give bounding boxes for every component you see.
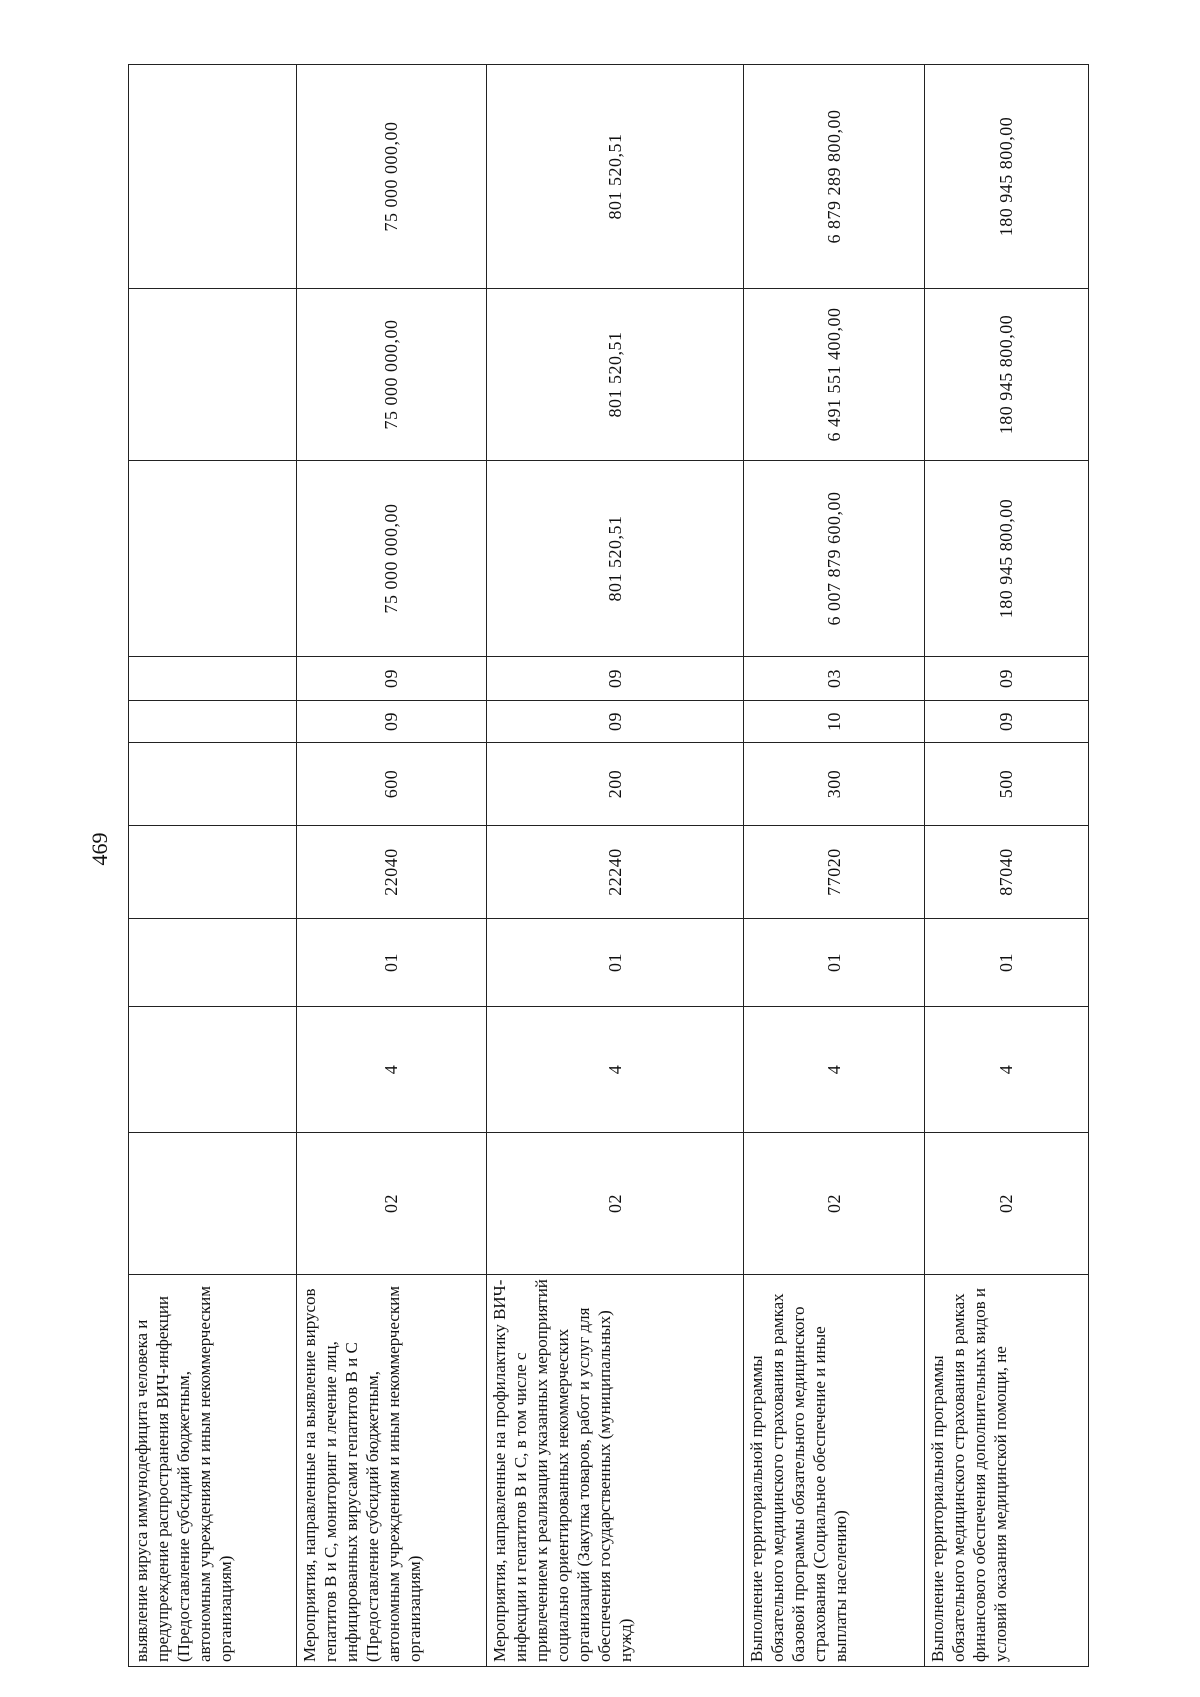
program-code: 02 xyxy=(925,1133,1089,1275)
row-description: Мероприятия, направленные на выявление вирусов гепатитов В и С, мониторинг и лечение лиц, инфицированных вирусами гепатитов В и С (Предоставление субсидий бюджетным, автономным учреждениям и иным некоммерческим организациям) xyxy=(297,1275,487,1667)
expense-type-code: 600 xyxy=(297,743,487,826)
amount-year-2 xyxy=(129,289,297,461)
subsection-code: 09 xyxy=(487,657,744,701)
subprogram-code: 4 xyxy=(487,1007,744,1133)
amount-year-3: 75 000 000,00 xyxy=(297,65,487,289)
expense-type-code: 300 xyxy=(744,743,925,826)
table-row xyxy=(487,65,744,1667)
expense-type-code: 500 xyxy=(925,743,1089,826)
amount-year-3 xyxy=(129,65,297,289)
program-code: 02 xyxy=(297,1133,487,1275)
section-code xyxy=(129,701,297,743)
budget-table xyxy=(128,64,1089,1667)
program-code xyxy=(129,1133,297,1275)
main-event-code: 01 xyxy=(744,919,925,1007)
main-event-code: 01 xyxy=(925,919,1089,1007)
row-description: Выполнение территориальной программы обязательного медицинского страхования в рамках финансового обеспечения дополнительных видов и условий оказания медицинской помощи, не xyxy=(925,1275,1089,1667)
direction-code xyxy=(129,826,297,919)
row-description: Выполнение территориальной программы обязательного медицинского страхования в рамках базовой программы обязательного медицинского страхования (Социальное обеспечение и иные выплаты населению) xyxy=(744,1275,925,1667)
direction-code: 77020 xyxy=(744,826,925,919)
amount-year-1: 75 000 000,00 xyxy=(297,461,487,657)
direction-code: 87040 xyxy=(925,826,1089,919)
table-row xyxy=(297,65,487,1667)
amount-year-1: 6 007 879 600,00 xyxy=(744,461,925,657)
section-code: 10 xyxy=(744,701,925,743)
row-description: выявление вируса иммунодефицита человека и предупреждение распространения ВИЧ-инфекции (Предоставление субсидий бюджетным, автономным учреждениям и иным некоммерческим организациям) xyxy=(129,1275,297,1667)
row-description: Мероприятия, направленные на профилактику ВИЧ-инфекции и гепатитов В и С, в том числе с привлечением к реализации указанных мероприятий социально ориентированных некоммерческих организаций (Закупка товаров, работ и услуг для обеспечения государственных (муниципальных) нужд) xyxy=(487,1275,744,1667)
rotated-table-container xyxy=(128,65,1088,1667)
amount-year-2: 180 945 800,00 xyxy=(925,289,1089,461)
expense-type-code: 200 xyxy=(487,743,744,826)
amount-year-2: 801 520,51 xyxy=(487,289,744,461)
table-row xyxy=(925,65,1089,1667)
subsection-code xyxy=(129,657,297,701)
main-event-code xyxy=(129,919,297,1007)
subprogram-code: 4 xyxy=(744,1007,925,1133)
amount-year-3: 180 945 800,00 xyxy=(925,65,1089,289)
main-event-code: 01 xyxy=(297,919,487,1007)
section-code: 09 xyxy=(297,701,487,743)
amount-year-1 xyxy=(129,461,297,657)
page-number: 469 xyxy=(87,832,112,866)
main-event-code: 01 xyxy=(487,919,744,1007)
subsection-code: 09 xyxy=(925,657,1089,701)
amount-year-1: 801 520,51 xyxy=(487,461,744,657)
amount-year-1: 180 945 800,00 xyxy=(925,461,1089,657)
section-code: 09 xyxy=(925,701,1089,743)
program-code: 02 xyxy=(487,1133,744,1275)
table-row xyxy=(744,65,925,1667)
section-code: 09 xyxy=(487,701,744,743)
subsection-code: 09 xyxy=(297,657,487,701)
direction-code: 22040 xyxy=(297,826,487,919)
amount-year-3: 6 879 289 800,00 xyxy=(744,65,925,289)
subprogram-code: 4 xyxy=(297,1007,487,1133)
direction-code: 22240 xyxy=(487,826,744,919)
expense-type-code xyxy=(129,743,297,826)
amount-year-2: 75 000 000,00 xyxy=(297,289,487,461)
table-row xyxy=(129,65,297,1667)
subprogram-code xyxy=(129,1007,297,1133)
subsection-code: 03 xyxy=(744,657,925,701)
amount-year-2: 6 491 551 400,00 xyxy=(744,289,925,461)
program-code: 02 xyxy=(744,1133,925,1275)
subprogram-code: 4 xyxy=(925,1007,1089,1133)
amount-year-3: 801 520,51 xyxy=(487,65,744,289)
